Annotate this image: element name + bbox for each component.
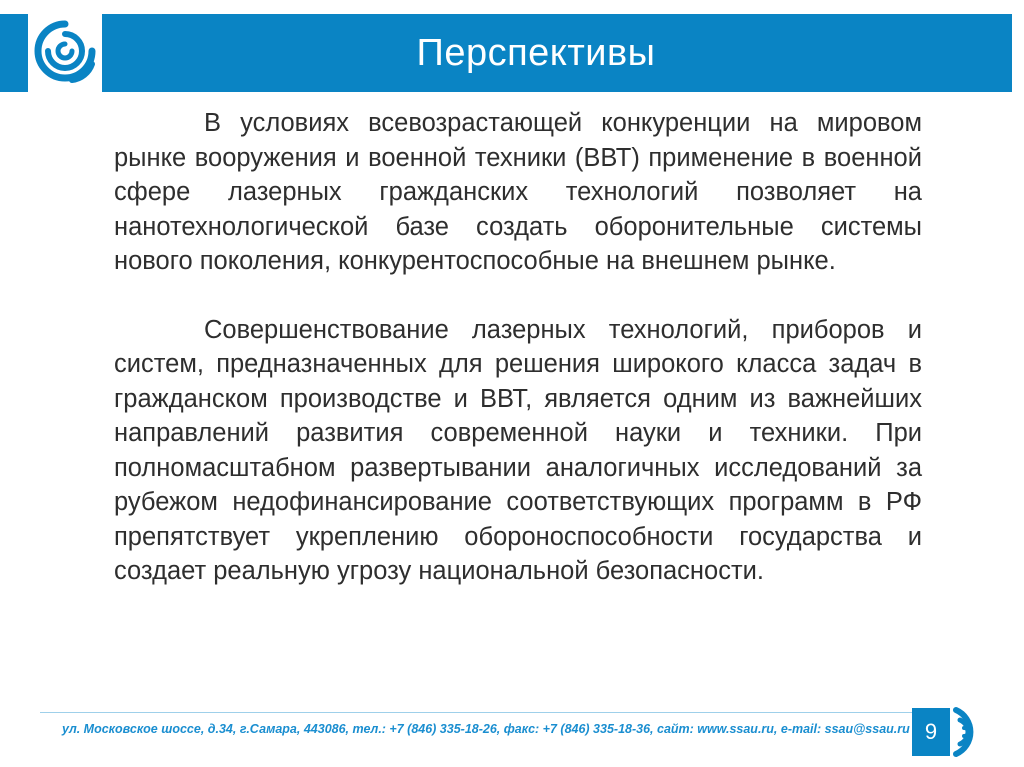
slide-title: Перспективы <box>416 31 656 74</box>
footer-contacts: ул. Московское шоссе, д.34, г.Самара, 443086, тел.: +7 (846) 335-18-26, факс: +7 (846) 335-18-36, сайт: www.ssau.ru, e-mail: ssau@ssau.ru <box>62 722 910 736</box>
paragraph-1: В условиях всевозрастающей конкуренции на мировом рынке вооружения и военной техники (ВВТ) применение в военной сфере лазерных гражданских технологий позволяет на нанотехнологической базе создать оборонительные системы нового поколения, конкурентоспособные на внешнем рынке. <box>114 109 922 275</box>
university-logo-small-icon <box>950 704 994 765</box>
paragraph-2: Совершенствование лазерных технологий, приборов и систем, предназначенных для решения широкого класса задач в гражданском производстве и ВВТ, является одним из важнейших направлений развития современной науки и техники. При полномасштабном развертывании аналогичных исследований за рубежом недофинансирование соответствующих программ в РФ препятствует укреплению обороноспособности государства и создает реальную угрозу национальной безопасности. <box>114 315 922 585</box>
university-logo-icon <box>28 12 102 96</box>
footer-divider <box>40 712 940 713</box>
body-text <box>114 106 922 589</box>
page-number: 9 <box>912 708 950 756</box>
